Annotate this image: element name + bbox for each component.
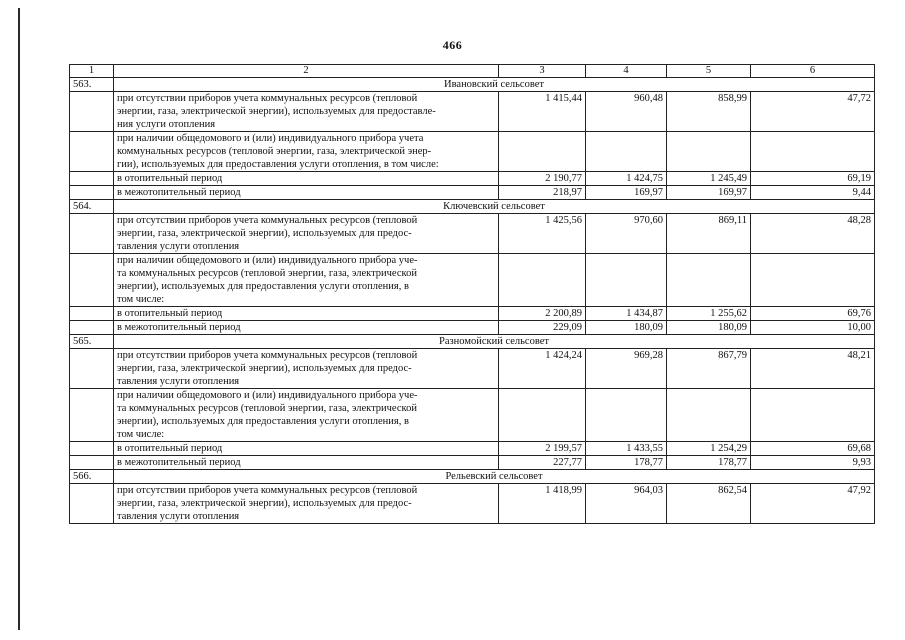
description-line: в отопительный период <box>117 443 223 454</box>
value-cell <box>667 254 751 307</box>
section-header-row <box>70 200 875 214</box>
number-cell <box>70 349 114 389</box>
description-line: в межотопительный период <box>117 457 241 468</box>
value-cell: 969,28 <box>586 349 667 389</box>
value-cell: 229,09 <box>499 321 586 335</box>
description-line: тавления услуги отопления <box>117 241 240 252</box>
value-cell <box>667 389 751 442</box>
description-line: при отсутствии приборов учета коммунальных ресурсов (тепловой <box>117 93 418 104</box>
value-cell: 1 245,49 <box>667 172 751 186</box>
value-cell: 180,09 <box>667 321 751 335</box>
value-cell <box>751 389 875 442</box>
column-header-row <box>70 65 875 78</box>
row-description <box>114 389 499 442</box>
value-cell <box>751 254 875 307</box>
row-description <box>114 484 499 524</box>
description-line: при отсутствии приборов учета коммунальных ресурсов (тепловой <box>117 215 418 226</box>
column-header: 2 <box>114 65 499 78</box>
table-row <box>70 349 875 389</box>
number-cell <box>70 484 114 524</box>
section-header-row <box>70 78 875 92</box>
value-cell <box>499 254 586 307</box>
table-row <box>70 132 875 172</box>
value-cell <box>667 132 751 172</box>
section-title: Ивановский сельсовет <box>114 78 875 92</box>
table-row <box>70 456 875 470</box>
description-line: гии), используемых для предоставления услуги отопления, в том числе: <box>117 159 439 170</box>
value-cell: 862,54 <box>667 484 751 524</box>
table-row <box>70 254 875 307</box>
description-line: том числе: <box>117 294 165 305</box>
column-header: 1 <box>70 65 114 78</box>
section-header-row <box>70 470 875 484</box>
row-description <box>114 92 499 132</box>
description-line: в отопительный период <box>117 173 223 184</box>
value-cell <box>586 389 667 442</box>
number-cell <box>70 186 114 200</box>
description-line: тавления услуги отопления <box>117 376 240 387</box>
value-cell: 858,99 <box>667 92 751 132</box>
section-header-row <box>70 335 875 349</box>
value-cell: 1 415,44 <box>499 92 586 132</box>
description-line: та коммунальных ресурсов (тепловой энергии, газа, электрической <box>117 403 417 414</box>
description-line: при отсутствии приборов учета коммунальных ресурсов (тепловой <box>117 485 418 496</box>
column-header: 6 <box>751 65 875 78</box>
value-cell: 48,28 <box>751 214 875 254</box>
section-title: Рельевский сельсовет <box>114 470 875 484</box>
description-line: при наличии общедомового и (или) индивидуального прибора учета <box>117 133 424 144</box>
description-line: энергии), используемых для предоставления услуги отопления, в <box>117 281 409 292</box>
page-number: 466 <box>442 38 463 52</box>
description-line: в межотопительный период <box>117 187 241 198</box>
value-cell: 2 199,57 <box>499 442 586 456</box>
table-row <box>70 186 875 200</box>
description-line: тавления услуги отопления <box>117 511 240 522</box>
section-title: Ключевский сельсовет <box>114 200 875 214</box>
row-description <box>114 186 499 200</box>
description-line: при наличии общедомового и (или) индивидуального прибора уче- <box>117 390 418 401</box>
value-cell: 869,11 <box>667 214 751 254</box>
value-cell: 218,97 <box>499 186 586 200</box>
value-cell: 47,72 <box>751 92 875 132</box>
value-cell: 69,68 <box>751 442 875 456</box>
row-description <box>114 442 499 456</box>
value-cell: 2 190,77 <box>499 172 586 186</box>
table-row <box>70 389 875 442</box>
value-cell: 69,19 <box>751 172 875 186</box>
column-header: 5 <box>667 65 751 78</box>
value-cell: 964,03 <box>586 484 667 524</box>
value-cell: 180,09 <box>586 321 667 335</box>
value-cell: 178,77 <box>586 456 667 470</box>
description-line: том числе: <box>117 429 165 440</box>
value-cell: 970,60 <box>586 214 667 254</box>
description-line: при наличии общедомового и (или) индивидуального прибора уче- <box>117 255 418 266</box>
value-cell: 867,79 <box>667 349 751 389</box>
description-line: в межотопительный период <box>117 322 241 333</box>
value-cell: 9,44 <box>751 186 875 200</box>
row-description <box>114 132 499 172</box>
value-cell: 69,76 <box>751 307 875 321</box>
value-cell <box>751 132 875 172</box>
description-line: в отопительный период <box>117 308 223 319</box>
value-cell: 1 434,87 <box>586 307 667 321</box>
table-row <box>70 484 875 524</box>
description-line: энергии, газа, электрической энергии), используемых для предоставле- <box>117 106 436 117</box>
row-description <box>114 349 499 389</box>
row-description <box>114 307 499 321</box>
description-line: та коммунальных ресурсов (тепловой энергии, газа, электрической <box>117 268 417 279</box>
tariff-table <box>69 64 875 524</box>
description-line: при отсутствии приборов учета коммунальных ресурсов (тепловой <box>117 350 418 361</box>
value-cell: 10,00 <box>751 321 875 335</box>
row-description <box>114 214 499 254</box>
table-row <box>70 172 875 186</box>
number-cell <box>70 172 114 186</box>
value-cell: 1 255,62 <box>667 307 751 321</box>
table-row <box>70 321 875 335</box>
row-description <box>114 321 499 335</box>
section-number: 563. <box>70 78 114 92</box>
row-description <box>114 172 499 186</box>
number-cell <box>70 254 114 307</box>
section-title: Разномойский сельсовет <box>114 335 875 349</box>
value-cell: 1 424,24 <box>499 349 586 389</box>
value-cell <box>499 132 586 172</box>
number-cell <box>70 442 114 456</box>
value-cell: 1 425,56 <box>499 214 586 254</box>
section-number: 565. <box>70 335 114 349</box>
value-cell: 1 424,75 <box>586 172 667 186</box>
value-cell: 48,21 <box>751 349 875 389</box>
number-cell <box>70 132 114 172</box>
description-line: энергии, газа, электрической энергии), используемых для предос- <box>117 498 412 509</box>
section-number: 564. <box>70 200 114 214</box>
table-row <box>70 214 875 254</box>
number-cell <box>70 307 114 321</box>
value-cell: 178,77 <box>667 456 751 470</box>
number-cell <box>70 321 114 335</box>
number-cell <box>70 92 114 132</box>
value-cell: 2 200,89 <box>499 307 586 321</box>
value-cell: 169,97 <box>586 186 667 200</box>
number-cell <box>70 389 114 442</box>
description-line: ния услуги отопления <box>117 119 216 130</box>
column-header: 4 <box>586 65 667 78</box>
value-cell: 1 418,99 <box>499 484 586 524</box>
description-line: энергии), используемых для предоставления услуги отопления, в <box>117 416 409 427</box>
row-description <box>114 456 499 470</box>
value-cell: 1 433,55 <box>586 442 667 456</box>
value-cell: 169,97 <box>667 186 751 200</box>
value-cell <box>586 132 667 172</box>
binding-line <box>18 8 20 630</box>
value-cell: 960,48 <box>586 92 667 132</box>
section-number: 566. <box>70 470 114 484</box>
column-header: 3 <box>499 65 586 78</box>
row-description <box>114 254 499 307</box>
number-cell <box>70 214 114 254</box>
description-line: энергии, газа, электрической энергии), используемых для предос- <box>117 228 412 239</box>
value-cell: 1 254,29 <box>667 442 751 456</box>
value-cell: 47,92 <box>751 484 875 524</box>
value-cell: 9,93 <box>751 456 875 470</box>
value-cell <box>586 254 667 307</box>
value-cell: 227,77 <box>499 456 586 470</box>
table-row <box>70 442 875 456</box>
number-cell <box>70 456 114 470</box>
table-row <box>70 92 875 132</box>
description-line: коммунальных ресурсов (тепловой энергии, газа, электрической энер- <box>117 146 432 157</box>
description-line: энергии, газа, электрической энергии), используемых для предос- <box>117 363 412 374</box>
table-row <box>70 307 875 321</box>
value-cell <box>499 389 586 442</box>
